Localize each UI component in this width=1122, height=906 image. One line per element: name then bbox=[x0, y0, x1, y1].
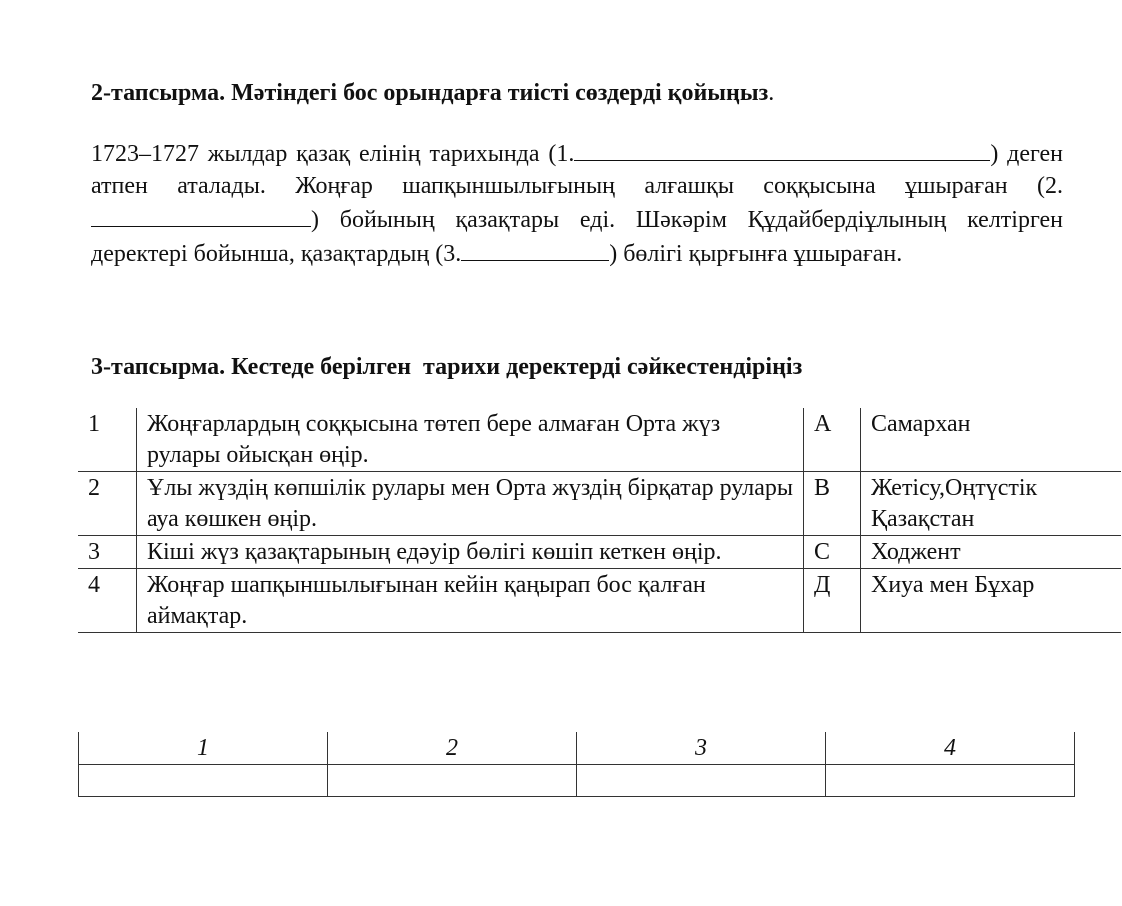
answer-header-row bbox=[79, 732, 1075, 765]
row-answer-option: Жетісу,Оңтүстік Қазақстан bbox=[861, 472, 1122, 536]
row-number: 3 bbox=[78, 536, 137, 569]
table-row bbox=[78, 472, 1121, 536]
answer-input-row bbox=[79, 765, 1075, 797]
row-answer-option: Ходжент bbox=[861, 536, 1122, 569]
row-number: 1 bbox=[78, 408, 137, 472]
answer-header-1: 1 bbox=[79, 732, 328, 765]
row-statement: Ұлы жүздің көпшілік рулары мен Орта жүздің бірқатар рулары ауа көшкен өңір. bbox=[137, 472, 804, 536]
row-statement: Жоңғарлардың соққысына төтеп бере алмаған Орта жүз рулары ойысқан өңір. bbox=[137, 408, 804, 472]
row-letter: В bbox=[804, 472, 861, 536]
table-row bbox=[78, 408, 1121, 472]
task2-paragraph bbox=[91, 136, 1063, 270]
row-letter: С bbox=[804, 536, 861, 569]
answer-cell-1[interactable] bbox=[79, 765, 328, 797]
row-letter: Д bbox=[804, 569, 861, 633]
table-row bbox=[78, 536, 1121, 569]
answer-header-2: 2 bbox=[328, 732, 577, 765]
row-number: 4 bbox=[78, 569, 137, 633]
text-part-2: ) деген атпен аталады. Жоңғар шапқыншылығының алғашқы соққысына ұшыраған (2. bbox=[91, 141, 1063, 199]
row-statement: Жоңғар шапқыншылығынан кейін қаңырап бос қалған аймақтар. bbox=[137, 569, 804, 633]
blank-2[interactable] bbox=[91, 202, 311, 227]
answer-header-3: 3 bbox=[577, 732, 826, 765]
task2-title-text: 2-тапсырма. Мәтіндегі бос орындарға тиісті сөздерді қойыңыз bbox=[91, 80, 769, 106]
answer-cell-4[interactable] bbox=[826, 765, 1075, 797]
row-statement: Кіші жүз қазақтарының едәуір бөлігі көшіп кеткен өңір. bbox=[137, 536, 804, 569]
blank-1[interactable] bbox=[574, 136, 990, 161]
answer-header-4: 4 bbox=[826, 732, 1075, 765]
task2-title-period: . bbox=[768, 80, 775, 106]
task2-title bbox=[91, 80, 774, 107]
answer-table bbox=[78, 732, 1075, 797]
answer-cell-3[interactable] bbox=[577, 765, 826, 797]
row-number: 2 bbox=[78, 472, 137, 536]
text-part-4: ) бөлігі қырғынға ұшыраған. bbox=[609, 241, 903, 267]
table-row bbox=[78, 569, 1121, 633]
row-answer-option: Хиуа мен Бұхар bbox=[861, 569, 1122, 633]
text-part-1: 1723–1727 жылдар қазақ елінің тарихында (1. bbox=[91, 141, 575, 167]
blank-3[interactable] bbox=[461, 236, 609, 261]
text-part-3: ) бойының қазақтары еді. Шәкәрім Құдайбердіұлының келтірген деректері бойынша, қазақтардың (3. bbox=[91, 207, 1063, 267]
row-answer-option: Самархан bbox=[861, 408, 1122, 472]
answer-cell-2[interactable] bbox=[328, 765, 577, 797]
matching-table bbox=[78, 408, 1121, 633]
row-letter: А bbox=[804, 408, 861, 472]
task3-title: 3-тапсырма. Кестеде берілген тарихи деректерді сәйкестендіріңіз bbox=[91, 354, 803, 380]
